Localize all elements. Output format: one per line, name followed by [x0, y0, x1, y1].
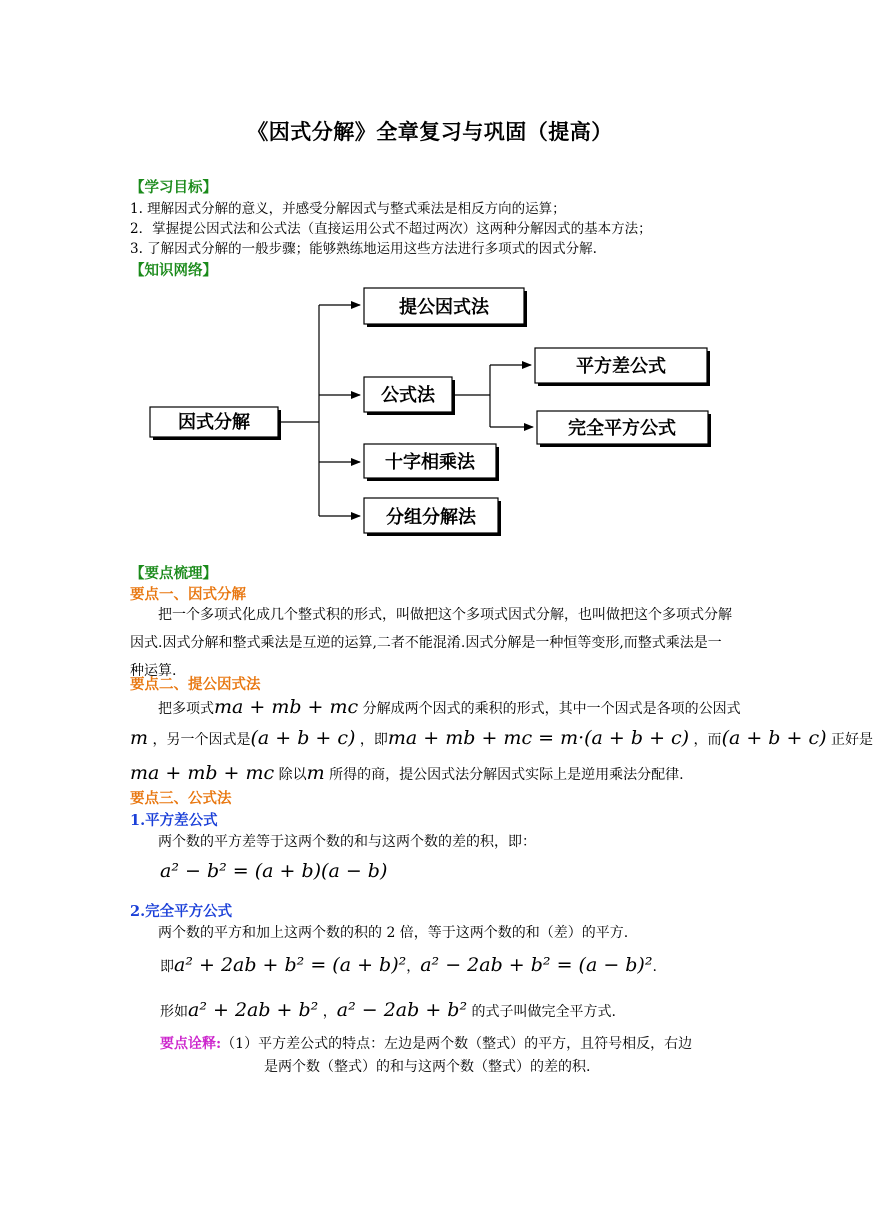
sub2-formula-line	[160, 954, 657, 976]
summary-heading: 【要点梳理】	[130, 565, 217, 582]
point2-l2-c: ，而	[689, 732, 722, 748]
point1-text: 把一个多项式化成几个整式积的形式，叫做把这个多项式因式分解，也叫做把这个多项式分解因式.因式分解和整式乘法是互逆的运算,二者不能混淆.因式分解是一种恒等变形,而整式乘法是一种运算.	[130, 607, 732, 679]
node-root: 因式分解	[178, 412, 250, 433]
node-common-factor: 提公因式法	[399, 297, 489, 318]
node-perfect-square: 完全平方公式	[568, 418, 676, 439]
point2-line3	[130, 762, 684, 784]
point2-l1-expr: ma + mb + mc	[214, 696, 359, 718]
sub2-text: 两个数的平方和加上这两个数的积的 2 倍，等于这两个数的和（差）的平方.	[158, 925, 629, 941]
page-title: 《因式分解》全章复习与巩固（提高）	[247, 119, 613, 144]
point2-l3-a: 除以	[274, 767, 307, 783]
point2-l2-d: 正好是	[826, 732, 873, 748]
sub2-formula-2: a² − 2ab + b² = (a − b)²	[420, 954, 653, 976]
point2-line1	[158, 696, 741, 718]
goal-item-1: 1. 理解因式分解的意义，并感受分解因式与整式乘法是相反方向的运算；	[130, 201, 566, 217]
node-grouping: 分组分解法	[386, 507, 476, 528]
sub2-l2-f2: a² − 2ab + b²	[336, 999, 468, 1021]
point2-l2-a: ，另一个因式是	[148, 732, 251, 748]
sub2-l2-f1: a² + 2ab + b²	[188, 999, 319, 1021]
node-formula: 公式法	[381, 385, 435, 406]
node-cross-multiplication: 十字相乘法	[385, 452, 475, 473]
point2-l3-expr: ma + mb + mc	[130, 762, 275, 784]
point2-l2-m: m	[130, 727, 149, 749]
sub2-line2	[160, 999, 616, 1021]
point3-heading: 要点三、公式法	[130, 790, 232, 807]
point2-l2-b: ，即	[355, 732, 388, 748]
goal-item-3: 3. 了解因式分解的一般步骤；能够熟练地运用这些方法进行多项式的因式分解.	[130, 241, 597, 257]
sub2-f-end: .	[652, 959, 657, 975]
point2-l1-pre: 把多项式	[158, 701, 214, 717]
point1-heading: 要点一、因式分解	[130, 586, 246, 603]
sub2-l2-post: 的式子叫做完全平方式.	[467, 1004, 616, 1020]
point2-l3-b: 所得的商，提公因式法分解因式实际上是逆用乘法分配律.	[324, 767, 684, 783]
sub2-heading: 2.完全平方公式	[130, 903, 233, 920]
point2-l2-f1: (a + b + c)	[250, 727, 356, 749]
point2-l3-m: m	[306, 762, 325, 784]
sub2-l2-sep: ，	[318, 1004, 337, 1020]
goals-heading: 【学习目标】	[130, 179, 217, 196]
sub1-heading: 1.平方差公式	[130, 812, 218, 829]
sub2-f-pre: 即	[160, 959, 174, 975]
node-difference-of-squares: 平方差公式	[576, 356, 666, 377]
knowledge-network-diagram	[0, 0, 860, 560]
point2-l2-f2: (a + b + c)	[721, 727, 827, 749]
point2-l1-post: 分解成两个因式的乘积的形式，其中一个因式是各项的公因式	[358, 701, 741, 717]
sub2-sep: ，	[406, 959, 421, 975]
point2-heading: 要点二、提公因式法	[130, 676, 261, 693]
sub2-formula-1: a² + 2ab + b² = (a + b)²	[174, 954, 407, 976]
note-text-1: （1）平方差公式的特点：左边是两个数（整式）的平方，且符号相反，右边	[221, 1036, 693, 1052]
note-line2: 是两个数（整式）的和与这两个数（整式）的差的积.	[264, 1059, 591, 1075]
note-line1	[160, 1033, 692, 1053]
sub1-formula: a² − b² = (a + b)(a − b)	[160, 860, 388, 882]
network-heading: 【知识网络】	[130, 262, 217, 279]
sub1-text: 两个数的平方差等于这两个数的和与这两个数的差的积，即：	[158, 834, 536, 850]
point2-line2	[130, 727, 873, 749]
point2-l2-eq: ma + mb + mc = m·(a + b + c)	[387, 727, 690, 749]
goal-item-2: 2．掌握提公因式法和公式法（直接运用公式不超过两次）这两种分解因式的基本方法；	[130, 221, 652, 237]
note-label: 要点诠释:	[160, 1036, 222, 1052]
sub2-l2-pre: 形如	[160, 1004, 188, 1020]
